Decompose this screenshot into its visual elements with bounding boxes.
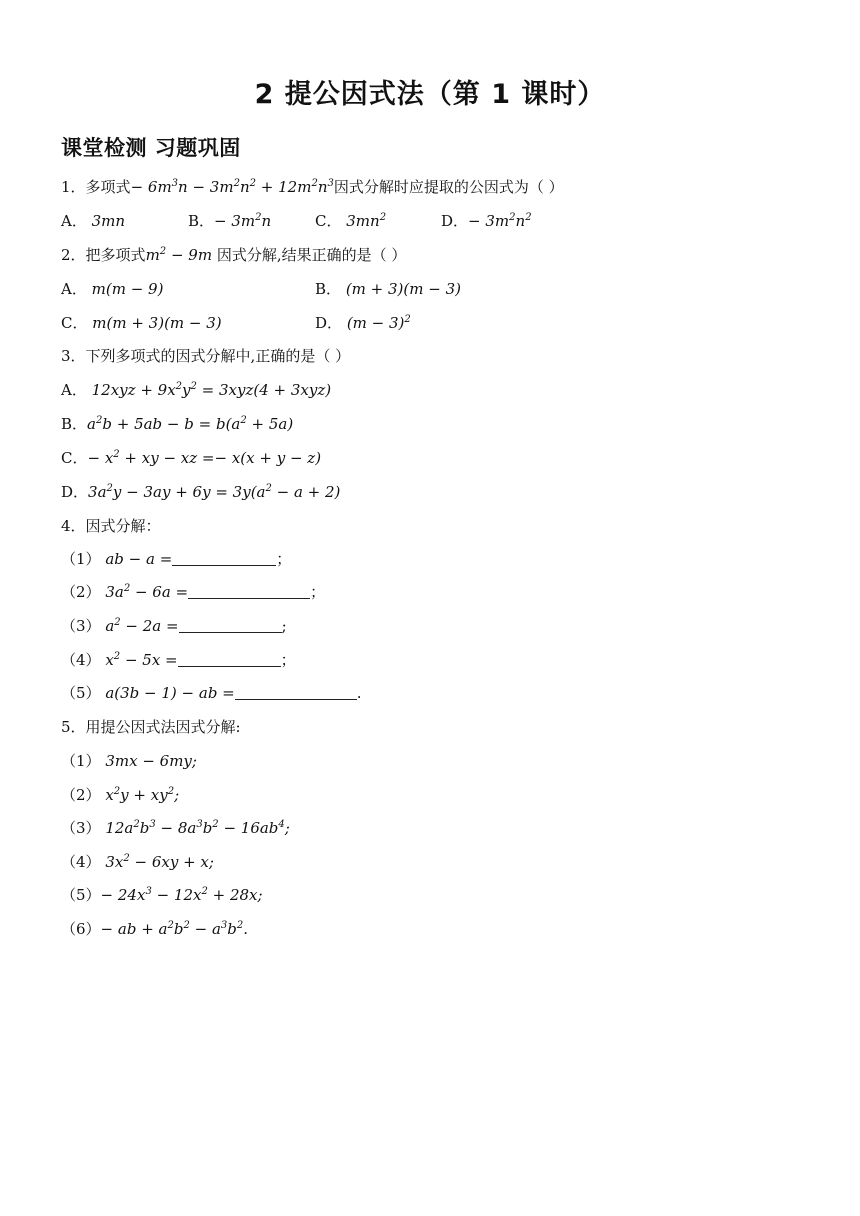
question-3 [61, 346, 350, 366]
q4-item-1: （1） ab − a = ； [61, 550, 292, 568]
section-heading: 课堂检测 习题巩固 [61, 136, 241, 160]
question-text: 把多项式 [85, 246, 146, 264]
q5-item-6: （6）− ab + $a^2b^2 - a^3b^2$. [61, 920, 249, 938]
q5-item-4: （4） $3x^2 - 6xy + x$; [61, 853, 214, 871]
question-number: 2． [61, 246, 86, 264]
q1-option-d: D．− $3m^2n^2$ [441, 212, 532, 230]
question-text: 下列多项式的因式分解中,正确的是（ ） [85, 347, 351, 365]
question-2 [61, 245, 406, 265]
q2-option-b: B． (m + 3)(m − 3) [315, 280, 461, 298]
q1-option-a: A． 3mn [61, 212, 126, 230]
math-expression: $m^2 - 9m$ [145, 246, 213, 264]
q4-item-3: （3） $a^2 - 2a$ = ; [61, 617, 287, 635]
question-1 [61, 177, 564, 197]
question-5 [61, 717, 241, 737]
answer-blank[interactable] [178, 652, 281, 667]
question-text: 因式分解,结果正确的是（ ） [212, 246, 407, 264]
answer-blank[interactable] [172, 551, 276, 566]
question-text: 因式分解： [85, 517, 161, 535]
q3-option-c: C．− $x^2$ + xy − xz =− x(x + y − z) [61, 449, 322, 467]
q4-item-4: （4） $x^2 - 5x$ = ； [61, 651, 296, 669]
q5-item-3: （3） $12a^2b^3 - 8a^3b^2 - 16ab^4$; [61, 819, 290, 837]
q3-option-a: A． $12xyz + 9x^2y^2 = 3xyz(4 + 3xyz)$ [61, 381, 332, 399]
q5-item-5: $(5)- 24x^3 - 12x^2 + 28x$; [61, 886, 263, 904]
q1-option-b: B．− $3m^2n$ [188, 212, 272, 230]
q4-item-5: （5） a(3b − 1) − ab = . [61, 684, 362, 702]
question-number: 4． [61, 517, 86, 535]
q2-option-c: C． m(m + 3)(m − 3) [61, 314, 222, 332]
q3-option-d: D．$3a^2y - 3ay + 6y = 3y(a^2 - a + 2)$ [61, 483, 341, 501]
question-number: 5． [61, 718, 86, 736]
page-title: 2 提公因式法（第 1 课时） [254, 79, 606, 110]
question-number: 3． [61, 347, 86, 365]
question-text: 用提公因式法因式分解: [85, 718, 241, 736]
question-number: 1． [61, 178, 86, 196]
q4-item-2: （2） $3a^2 - 6a$ = ； [61, 583, 326, 601]
q3-option-b: B．$a^2b + 5ab - b = b(a^2 + 5a)$ [61, 415, 294, 433]
answer-blank[interactable] [179, 618, 282, 633]
question-4 [61, 516, 161, 536]
math-expression: − $6m^3n - 3m^2n^2 + 12m^2n^3$ [130, 178, 334, 196]
answer-blank[interactable] [235, 685, 357, 700]
answer-blank[interactable] [188, 584, 310, 599]
q2-option-a: A． m(m − 9) [61, 280, 164, 298]
q1-option-c: C． $3mn^2$ [315, 212, 387, 230]
question-text: 多项式 [85, 178, 131, 196]
q2-option-d: D． $(m - 3)^2$ [315, 314, 411, 332]
q5-item-1: （1） 3mx − 6my; [61, 752, 197, 770]
q5-item-2: （2） $x^2y + xy^2$; [61, 786, 180, 804]
question-text: 因式分解时应提取的公因式为（ ） [333, 178, 564, 196]
